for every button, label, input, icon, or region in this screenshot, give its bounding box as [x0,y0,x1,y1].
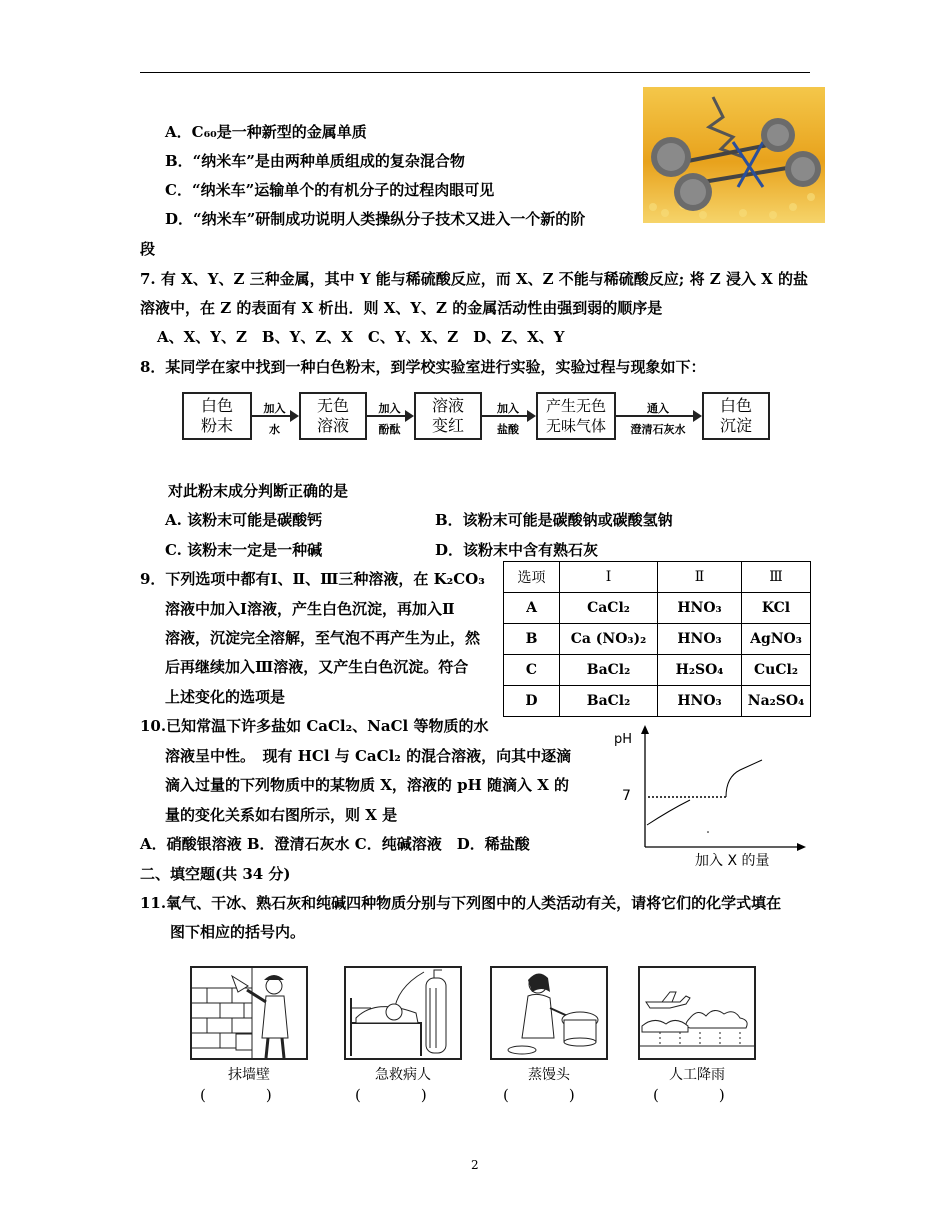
flow-label-4-top: 通入 [647,402,669,415]
q6-option-d-line1: D．“纳米车”研制成功说明人类操纵分子技术又进入一个新的阶 [165,210,586,228]
emergency-patient-image [344,966,462,1060]
table-cell: KCl [742,593,811,624]
table-cell: H₂SO₄ [658,655,742,686]
table-header-row [504,562,811,593]
caption-steaming-buns: 蒸馒头 [528,1067,570,1083]
q10-line2: 溶液呈中性。 现有 HCl 与 CaCl₂ 的混合溶液，向其中逐滴 [165,747,572,765]
table-cell: CaCl₂ [560,593,658,624]
q11-line1: 11.氧气、干冰、熟石灰和纯碱四种物质分别与下列图中的人类活动有关，请将它们的化学式填在 [140,894,782,912]
table-row [504,686,811,717]
table-cell: D [504,686,560,717]
caption-artificial-rain: 人工降雨 [669,1067,725,1083]
nano-car-image [643,87,825,223]
answer-blank-4[interactable]: ( ) [653,1086,725,1104]
caption-plastering-wall: 抹墙壁 [228,1067,270,1083]
page-number: 2 [471,1158,479,1172]
artificial-rain-image [638,966,756,1060]
q10-options: A．硝酸银溶液 B．澄清石灰水 C．纯碱溶液 D．稀盐酸 [140,835,530,853]
q7-options: A、X、Y、Z B、Y、Z、X C、Y、X、Z D、Z、X、Y [157,328,565,346]
table-cell: HNO₃ [658,686,742,717]
q9-line4: 后再继续加入Ⅲ溶液，又产生白色沉淀。符合 [165,658,469,676]
table-cell: CuCl₂ [742,655,811,686]
q10-line1: 10.已知常温下许多盐如 CaCl₂、NaCl 等物质的水 [140,717,489,735]
table-header-cell: Ⅱ [658,562,742,593]
table-cell: Ca (NO₃)₂ [560,624,658,655]
table-header-cell: Ⅰ [560,562,658,593]
q8-option-a: A. 该粉末可能是碳酸钙 [165,511,323,529]
table-cell: BaCl₂ [560,686,658,717]
graph-x-arrow [797,843,806,851]
q10-line3: 滴入过量的下列物质中的某物质 X，溶液的 pH 随滴入 X 的 [165,776,570,794]
q9-line3: 溶液，沉淀完全溶解，至气泡不再产生为止，然 [165,629,481,647]
answer-blank-1[interactable]: ( ) [200,1086,272,1104]
answer-blank-3[interactable]: ( ) [503,1086,575,1104]
q7-line2: 溶液中，在 Z 的表面有 X 析出．则 X、Y、Z 的金属活动性由强到弱的顺序是 [140,299,663,317]
table-header-cell: Ⅲ [742,562,811,593]
flow-box-5: 白色 沉淀 [702,392,770,440]
flow-box-1: 白色 粉末 [182,392,252,440]
q8-question: 对此粉末成分判断正确的是 [168,482,349,500]
flow-label-3-bottom: 盐酸 [497,423,519,436]
q8-stem: 8．某同学在家中找到一种白色粉末，到学校实验室进行实验，实验过程与现象如下： [140,358,706,376]
q9-line5: 上述变化的选项是 [165,688,286,706]
section-2-title: 二、填空题(共 34 分) [140,865,291,883]
q7-line1: 7. 有 X、Y、Z 三种金属，其中 Y 能与稀硫酸反应，而 X、Z 不能与稀硫酸反应; 将 Z 浸入 X 的盐 [140,270,809,288]
graph-x-label: 加入 X 的量 [695,853,770,869]
table-cell: C [504,655,560,686]
answer-blank-2[interactable]: ( ) [355,1086,427,1104]
graph-curve-end [726,760,762,797]
steaming-buns-image [490,966,608,1060]
q8-option-c: C. 该粉末一定是一种碱 [165,541,323,559]
q6-option-d-line2: 段 [140,240,156,258]
table-cell: HNO₃ [658,593,742,624]
flow-label-1-bottom: 水 [269,423,280,436]
q6-option-c: C．“纳米车”运输单个的有机分子的过程肉眼可见 [165,181,495,199]
q9-options-table [503,561,811,717]
table-cell: B [504,624,560,655]
ph-graph [610,722,810,872]
table-cell: Na₂SO₄ [742,686,811,717]
q8-option-b: B．该粉末可能是碳酸钠或碳酸氢钠 [435,511,673,529]
flow-box-4: 产生无色 无味气体 [536,392,616,440]
flow-box-3: 溶液 变红 [414,392,482,440]
q11-line2: 图下相应的括号内。 [170,923,306,941]
graph-curve-rise [647,800,690,825]
table-cell: AgNO₃ [742,624,811,655]
table-row [504,593,811,624]
flow-label-2-bottom: 酚酞 [378,423,401,436]
flow-label-1-top: 加入 [263,402,286,415]
table-cell: A [504,593,560,624]
table-row [504,655,811,686]
q6-option-b: B．“纳米车”是由两种单质组成的复杂混合物 [165,152,465,170]
graph-y-arrow [641,725,649,734]
flow-box-2: 无色 溶液 [299,392,367,440]
table-cell: HNO₃ [658,624,742,655]
q10-line4: 量的变化关系如右图所示，则 X 是 [165,806,398,824]
flow-label-3-top: 加入 [497,402,519,415]
graph-tick-7: 7 [622,788,631,804]
table-cell: BaCl₂ [560,655,658,686]
q9-line2: 溶液中加入Ⅰ溶液，产生白色沉淀，再加入Ⅱ [165,600,455,618]
q8-option-d: D．该粉末中含有熟石灰 [435,541,599,559]
header-rule [140,72,810,73]
q9-line1: 9．下列选项中都有Ⅰ、Ⅱ、Ⅲ三种溶液，在 K₂CO₃ [140,570,485,588]
plastering-wall-image [190,966,308,1060]
flow-label-4-bottom: 澄清石灰水 [630,423,686,436]
q6-option-a: A．C₆₀是一种新型的金属单质 [165,123,367,141]
table-row [504,624,811,655]
flow-label-2-top: 加入 [378,402,401,415]
table-header-cell: 选项 [504,562,560,593]
graph-y-label: pH [614,732,633,747]
caption-emergency-patient: 急救病人 [375,1067,431,1083]
